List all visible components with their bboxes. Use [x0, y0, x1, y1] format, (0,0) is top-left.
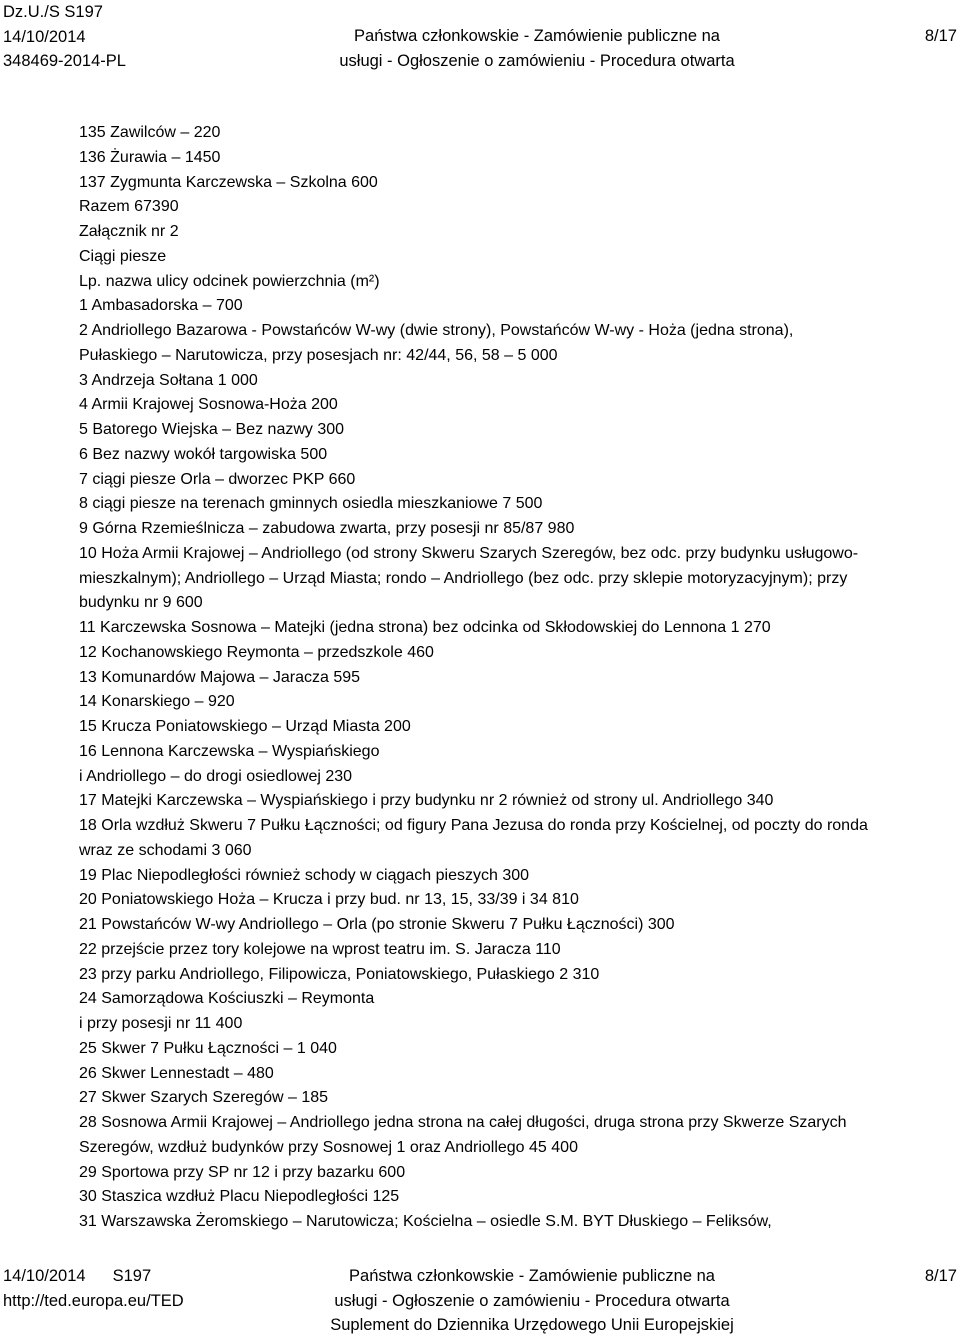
text-line: 17 Matejki Karczewska – Wyspiańskiego i przy budynku nr 2 również od strony ul. Andriollego 340	[79, 792, 774, 810]
text-line: i przy posesji nr 11 400	[79, 1015, 243, 1032]
text-line: 27 Skwer Szarych Szeregów – 185	[79, 1089, 329, 1107]
text-line: 6 Bez nazwy wokół targowiska 500	[79, 445, 328, 463]
page-header	[0, 0, 960, 70]
text-line: 10 Hoża Armii Krajowej – Andriollego (od strony Skweru Szarych Szeregów, bez odc. przy budynku usługowo-	[79, 544, 859, 562]
text-line: 15 Krucza Poniatowskiego – Urząd Miasta 200	[79, 718, 411, 735]
text-line: 28 Sosnowa Armii Krajowej – Andriollego jedna strona na całej długości, druga strona przy Skwerze Szarych	[79, 1114, 847, 1131]
header-journal-ref: Dz.U./S S197	[3, 3, 103, 21]
footer-date-series	[3, 1264, 184, 1289]
text-line: Lp. nazwa ulicy odcinek powierzchnia (m²)	[79, 272, 380, 290]
text-line: 19 Plac Niepodległości również schody w ciągach pieszych 300	[79, 866, 530, 884]
footer-url: http://ted.europa.eu/TED	[3, 1291, 184, 1310]
text-line: 13 Komunardów Majowa – Jaracza 595	[79, 668, 361, 686]
text-line: 137 Zygmunta Karczewska – Szkolna 600	[79, 173, 378, 191]
text-line: 22 przejście przez tory kolejowe na wprost teatru im. S. Jaracza 110	[79, 940, 561, 958]
text-line: 24 Samorządowa Kościuszki – Reymonta	[79, 990, 375, 1008]
text-line: 3 Andrzeja Sołtana 1 000	[79, 371, 258, 389]
text-line: 31 Warszawska Żeromskiego – Narutowicza; Kościelna – osiedle S.M. BYT Dłuskiego – Feliksów,	[79, 1213, 772, 1230]
text-line: 30 Staszica wzdłuż Placu Niepodległości 125	[79, 1188, 400, 1206]
text-line: Szeregów, wzdłuż budynków przy Sosnowej 1 oraz Andriollego 45 400	[79, 1138, 578, 1156]
text-line: 16 Lennona Karczewska – Wyspiańskiego	[79, 742, 380, 760]
footer-page-number: 8/17	[924, 1267, 957, 1285]
header-title-line: Państwa członkowskie - Zamówienie publiczne na	[354, 27, 720, 45]
footer-notice-title	[302, 1264, 762, 1338]
text-line: Razem 67390	[79, 198, 179, 216]
text-line: 14 Konarskiego – 920	[79, 693, 235, 711]
text-line: 1 Ambasadorska – 700	[79, 297, 243, 315]
footer-title-line: Państwa członkowskie - Zamówienie publiczne na	[349, 1267, 715, 1285]
text-line: 11 Karczewska Sosnowa – Matejki (jedna strona) bez odcinka od Skłodowskiej do Lennona 1 270	[79, 619, 771, 636]
text-line: Pułaskiego – Narutowicza, przy posesjach nr: 42/44, 56, 58 – 5 000	[79, 346, 558, 364]
text-line: 21 Powstańców W-wy Andriollego – Orla (po stronie Skweru 7 Pułku Łączności) 300	[79, 916, 675, 933]
text-line: 9 Górna Rzemieślnicza – zabudowa zwarta, przy posesji nr 85/87 980	[79, 520, 575, 537]
text-line: 8 ciągi piesze na terenach gminnych osiedla mieszkaniowe 7 500	[79, 495, 543, 513]
text-line: 2 Andriollego Bazarowa - Powstańców W-wy (dwie strony), Powstańców W-wy - Hoża (jedna strona),	[79, 322, 794, 339]
text-line: 18 Orla wzdłuż Skweru 7 Pułku Łączności; od figury Pana Jezusa do ronda przy Kościelnej, od poczty do ronda	[79, 817, 868, 834]
header-date: 14/10/2014	[3, 27, 86, 46]
text-line: 12 Kochanowskiego Reymonta – przedszkole 460	[79, 643, 434, 661]
footer-supplement-line: Suplement do Dziennika Urzędowego Unii Europejskiej	[330, 1316, 734, 1334]
text-line: mieszkalnym); Andriollego – Urząd Miasta; rondo – Andriollego (bez odc. przy sklepie motoryzacyjnym); przy	[79, 569, 848, 587]
footer-series: S197	[112, 1267, 152, 1285]
footer-date: 14/10/2014	[3, 1267, 86, 1285]
header-title-line: usługi - Ogłoszenie o zamówieniu - Procedura otwarta	[339, 51, 735, 70]
footer-title-line: usługi - Ogłoszenie o zamówieniu - Procedura otwarta	[334, 1291, 730, 1310]
text-line: 5 Batorego Wiejska – Bez nazwy 300	[79, 421, 345, 438]
text-line: budynku nr 9 600	[79, 594, 203, 612]
header-notice-title	[322, 24, 752, 73]
header-reference	[3, 0, 126, 74]
header-page-number: 8/17	[924, 27, 957, 45]
text-line: 4 Armii Krajowej Sosnowa-Hoża 200	[79, 396, 338, 414]
text-line: 136 Żurawia – 1450	[79, 148, 221, 166]
header-notice-number: 348469-2014-PL	[3, 52, 126, 70]
text-line: 20 Poniatowskiego Hoża – Krucza i przy bud. nr 13, 15, 33/39 i 34 810	[79, 891, 579, 909]
text-line: Załącznik nr 2	[79, 223, 179, 240]
text-line: 23 przy parku Andriollego, Filipowicza, Poniatowskiego, Pułaskiego 2 310	[79, 965, 600, 983]
text-line: 26 Skwer Lennestadt – 480	[79, 1064, 274, 1082]
document-body	[79, 121, 957, 1235]
text-line: 135 Zawilców – 220	[79, 124, 221, 141]
text-line: 25 Skwer 7 Pułku Łączności – 1 040	[79, 1039, 337, 1057]
text-line: Ciągi piesze	[79, 247, 167, 265]
text-line: wraz ze schodami 3 060	[79, 841, 252, 859]
text-line: 29 Sportowa przy SP nr 12 i przy bazarku 600	[79, 1163, 406, 1181]
page-footer	[0, 1261, 960, 1334]
text-line: 7 ciągi piesze Orla – dworzec PKP 660	[79, 470, 356, 488]
footer-reference	[3, 1264, 184, 1313]
text-line: i Andriollego – do drogi osiedlowej 230	[79, 767, 353, 785]
